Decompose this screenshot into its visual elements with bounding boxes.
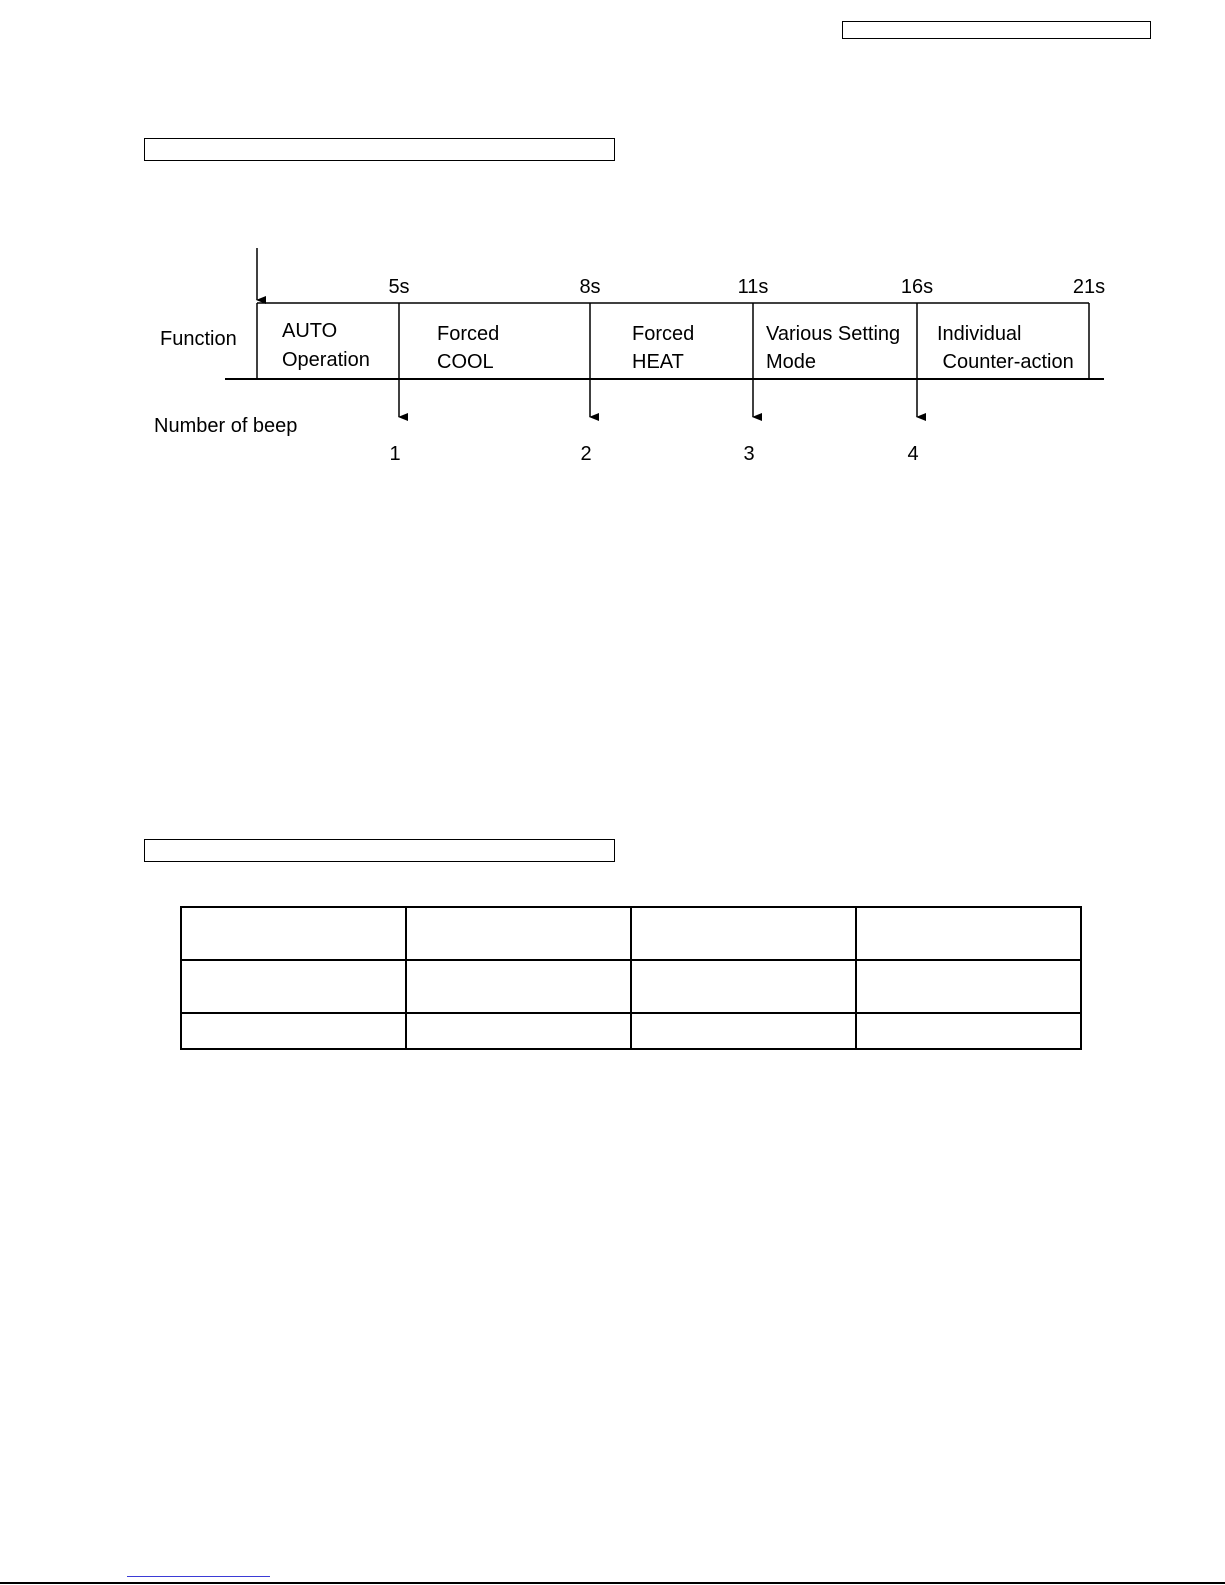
time-mark-label: 8s bbox=[579, 276, 601, 298]
beep-count: 1 bbox=[389, 443, 401, 465]
function-segment-label: Forced COOL bbox=[437, 323, 500, 373]
footer-link-underline[interactable] bbox=[127, 1576, 270, 1577]
time-mark-label: 16s bbox=[900, 276, 934, 298]
timing-diagram bbox=[0, 0, 1225, 480]
time-mark-label: 11s bbox=[737, 276, 769, 298]
table-row bbox=[181, 960, 1081, 1013]
time-mark-label: 21s bbox=[1072, 276, 1106, 298]
settings-table bbox=[180, 906, 1082, 1050]
table-cell bbox=[406, 1013, 631, 1049]
table-cell bbox=[181, 1013, 406, 1049]
table-cell bbox=[856, 1013, 1081, 1049]
table-cell bbox=[631, 1013, 856, 1049]
beep-count: 3 bbox=[743, 443, 755, 465]
function-row-label: Function bbox=[160, 328, 237, 350]
beep-count: 4 bbox=[907, 443, 919, 465]
time-mark-label: 5s bbox=[388, 276, 410, 298]
section-heading-box-2 bbox=[144, 839, 615, 862]
table-cell bbox=[181, 960, 406, 1013]
table-row bbox=[181, 1013, 1081, 1049]
table-cell bbox=[181, 907, 406, 960]
function-segment-label: AUTO Operation bbox=[282, 320, 370, 371]
function-segment-label: Forced HEAT bbox=[632, 323, 695, 373]
table-cell bbox=[406, 907, 631, 960]
table-row bbox=[181, 907, 1081, 960]
table-cell bbox=[856, 907, 1081, 960]
function-segment-label: Various Setting Mode bbox=[766, 323, 901, 373]
beep-count: 2 bbox=[580, 443, 592, 465]
table-cell bbox=[631, 960, 856, 1013]
function-segment-label: Individual Counter-action bbox=[937, 323, 1074, 373]
table-cell bbox=[406, 960, 631, 1013]
table-cell bbox=[856, 960, 1081, 1013]
beep-row-label: Number of beep bbox=[154, 415, 298, 437]
table-cell bbox=[631, 907, 856, 960]
footer-rule bbox=[0, 1582, 1225, 1584]
